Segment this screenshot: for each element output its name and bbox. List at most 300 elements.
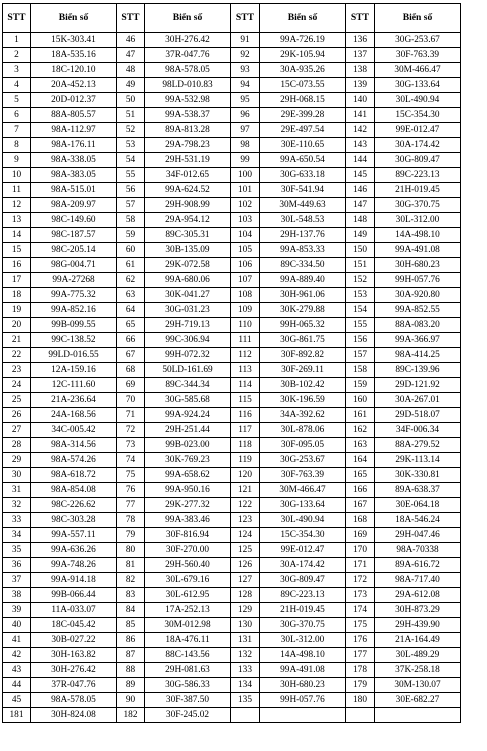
table-row — [3, 378, 461, 393]
header-stt: STT — [117, 4, 145, 33]
plate-cell: 30L-312.00 — [375, 213, 461, 228]
table-row — [3, 483, 461, 498]
table-row — [3, 93, 461, 108]
plate-cell: 30E-064.18 — [375, 498, 461, 513]
stt-cell: 143 — [346, 138, 375, 153]
plate-cell: 99A-852.55 — [375, 303, 461, 318]
stt-cell: 146 — [346, 183, 375, 198]
plate-cell: 30M-466.47 — [375, 63, 461, 78]
stt-cell: 137 — [346, 48, 375, 63]
stt-cell: 95 — [231, 93, 260, 108]
table-row — [3, 303, 461, 318]
stt-cell: 31 — [3, 483, 31, 498]
stt-cell: 123 — [231, 513, 260, 528]
stt-cell: 162 — [346, 423, 375, 438]
stt-cell: 28 — [3, 438, 31, 453]
plate-cell: 15K-303.41 — [31, 33, 117, 48]
stt-cell: 144 — [346, 153, 375, 168]
plate-cell: 98A-578.05 — [31, 693, 117, 708]
plate-cell: 99A-650.54 — [260, 153, 346, 168]
plate-cell: 30L-612.95 — [145, 588, 231, 603]
stt-cell: 30 — [3, 468, 31, 483]
stt-cell: 90 — [117, 693, 145, 708]
stt-cell: 80 — [117, 543, 145, 558]
table-row — [3, 108, 461, 123]
plate-cell: 34C-005.42 — [31, 423, 117, 438]
table-row — [3, 663, 461, 678]
stt-cell: 60 — [117, 243, 145, 258]
stt-cell: 8 — [3, 138, 31, 153]
plate-cell: 29H-531.19 — [145, 153, 231, 168]
stt-cell: 11 — [3, 183, 31, 198]
stt-cell: 107 — [231, 273, 260, 288]
stt-cell: 102 — [231, 198, 260, 213]
stt-cell: 94 — [231, 78, 260, 93]
table-row — [3, 543, 461, 558]
plate-cell: 99A-538.37 — [145, 108, 231, 123]
stt-cell: 13 — [3, 213, 31, 228]
plate-cell: 99A-27268 — [31, 273, 117, 288]
stt-cell: 170 — [346, 543, 375, 558]
stt-cell: 152 — [346, 273, 375, 288]
plate-cell: 99H-072.32 — [145, 348, 231, 363]
plate-cell: 99A-889.40 — [260, 273, 346, 288]
stt-cell: 177 — [346, 648, 375, 663]
plate-cell: 30G-809.47 — [375, 153, 461, 168]
stt-cell: 175 — [346, 618, 375, 633]
stt-cell: 83 — [117, 588, 145, 603]
stt-cell: 35 — [3, 543, 31, 558]
plate-cell: 99E-012.47 — [260, 543, 346, 558]
table-row — [3, 453, 461, 468]
stt-cell: 86 — [117, 633, 145, 648]
stt-cell: 59 — [117, 228, 145, 243]
stt-cell: 43 — [3, 663, 31, 678]
plate-cell: 24A-168.56 — [31, 408, 117, 423]
stt-cell: 64 — [117, 303, 145, 318]
table-row — [3, 33, 461, 48]
stt-cell: 85 — [117, 618, 145, 633]
header-plate: Biển số — [145, 4, 231, 33]
plate-cell: 37R-047.76 — [31, 678, 117, 693]
stt-cell: 21 — [3, 333, 31, 348]
header-row — [3, 4, 461, 33]
stt-cell: 165 — [346, 468, 375, 483]
plate-cell: 21H-019.45 — [375, 183, 461, 198]
plate-cell: 29D-518.07 — [375, 408, 461, 423]
table-row — [3, 228, 461, 243]
stt-cell: 124 — [231, 528, 260, 543]
plate-cell: 29H-081.63 — [145, 663, 231, 678]
table-row — [3, 678, 461, 693]
stt-cell: 87 — [117, 648, 145, 663]
plate-cell: 99A-924.24 — [145, 408, 231, 423]
table-row — [3, 198, 461, 213]
table-row — [3, 348, 461, 363]
plate-cell: 30L-490.94 — [375, 93, 461, 108]
plate-cell: 99A-366.97 — [375, 333, 461, 348]
plate-cell: 30H-961.06 — [260, 288, 346, 303]
stt-cell: 70 — [117, 393, 145, 408]
plate-cell: 29E-497.54 — [260, 123, 346, 138]
stt-cell: 48 — [117, 63, 145, 78]
stt-cell: 174 — [346, 603, 375, 618]
stt-cell: 131 — [231, 633, 260, 648]
stt-cell: 19 — [3, 303, 31, 318]
table-row — [3, 78, 461, 93]
table-row — [3, 498, 461, 513]
stt-cell: 3 — [3, 63, 31, 78]
plate-cell: 98A-112.97 — [31, 123, 117, 138]
stt-cell: 92 — [231, 48, 260, 63]
plate-cell: 12A-159.16 — [31, 363, 117, 378]
stt-cell: 6 — [3, 108, 31, 123]
stt-cell: 75 — [117, 468, 145, 483]
header-plate: Biển số — [31, 4, 117, 33]
stt-cell: 108 — [231, 288, 260, 303]
header-plate: Biển số — [260, 4, 346, 33]
plate-cell: 99A-383.46 — [145, 513, 231, 528]
stt-cell: 9 — [3, 153, 31, 168]
plate-cell: 30G-809.47 — [260, 573, 346, 588]
stt-cell: 136 — [346, 33, 375, 48]
plate-cell: 88A-279.52 — [375, 438, 461, 453]
plate-cell: 29D-121.92 — [375, 378, 461, 393]
plate-cell: 99C-138.52 — [31, 333, 117, 348]
stt-cell: 160 — [346, 393, 375, 408]
plate-cell: 30L-312.00 — [260, 633, 346, 648]
plate-cell: 18C-120.10 — [31, 63, 117, 78]
header-plate: Biển số — [375, 4, 461, 33]
plate-cell: 30B-027.22 — [31, 633, 117, 648]
stt-cell: 49 — [117, 78, 145, 93]
plate-cell: 98A-578.05 — [145, 63, 231, 78]
plate-cell: 18A-476.11 — [145, 633, 231, 648]
stt-cell: 45 — [3, 693, 31, 708]
table-row — [3, 633, 461, 648]
plate-cell: 99B-066.44 — [31, 588, 117, 603]
plate-cell: 99A-853.33 — [260, 243, 346, 258]
plate-cell: 30L-548.53 — [260, 213, 346, 228]
plate-cell: 30A-267.01 — [375, 393, 461, 408]
stt-cell: 17 — [3, 273, 31, 288]
table-row-last — [3, 708, 461, 723]
plate-cell: 30F-269.11 — [260, 363, 346, 378]
plate-cell: 99E-012.47 — [375, 123, 461, 138]
stt-cell: 122 — [231, 498, 260, 513]
plate-cell: 98C-303.28 — [31, 513, 117, 528]
plate-cell: 99B-023.00 — [145, 438, 231, 453]
stt-cell: 54 — [117, 153, 145, 168]
plate-cell: 30E-682.27 — [375, 693, 461, 708]
plate-cell: 99A-557.11 — [31, 528, 117, 543]
plate-cell: 98A-176.11 — [31, 138, 117, 153]
stt-cell: 113 — [231, 363, 260, 378]
stt-cell: 98 — [231, 138, 260, 153]
plate-cell: 98A-70338 — [375, 543, 461, 558]
plate-cell: 30H-276.42 — [31, 663, 117, 678]
plate-cell: 30F-387.50 — [145, 693, 231, 708]
plate-cell: 30G-633.18 — [260, 168, 346, 183]
stt-cell: 15 — [3, 243, 31, 258]
stt-cell: 128 — [231, 588, 260, 603]
stt-cell: 148 — [346, 213, 375, 228]
table-row — [3, 168, 461, 183]
plate-cell: 30G-861.75 — [260, 333, 346, 348]
plate-cell: 18A-535.16 — [31, 48, 117, 63]
plate-cell: 14A-498.10 — [375, 228, 461, 243]
plate-cell: 88C-143.56 — [145, 648, 231, 663]
stt-cell: 73 — [117, 438, 145, 453]
table-row — [3, 438, 461, 453]
plate-cell: 30G-253.67 — [260, 453, 346, 468]
plate-cell: 30L-489.29 — [375, 648, 461, 663]
stt-cell: 46 — [117, 33, 145, 48]
plate-cell: 30A-935.26 — [260, 63, 346, 78]
plate-cell: 98C-149.60 — [31, 213, 117, 228]
stt-cell: 178 — [346, 663, 375, 678]
plate-cell: 99A-914.18 — [31, 573, 117, 588]
table-row — [3, 423, 461, 438]
plate-cell: 99A-624.52 — [145, 183, 231, 198]
plate-cell: 89C-223.13 — [260, 588, 346, 603]
stt-cell: 164 — [346, 453, 375, 468]
table-row — [3, 528, 461, 543]
stt-cell: 56 — [117, 183, 145, 198]
stt-cell: 125 — [231, 543, 260, 558]
stt-cell: 14 — [3, 228, 31, 243]
stt-cell: 42 — [3, 648, 31, 663]
plate-cell: 29K-072.58 — [145, 258, 231, 273]
stt-cell: 106 — [231, 258, 260, 273]
plate-cell: 21H-019.45 — [260, 603, 346, 618]
table-row — [3, 618, 461, 633]
stt-cell: 74 — [117, 453, 145, 468]
stt-cell: 84 — [117, 603, 145, 618]
plate-cell: 98A-383.05 — [31, 168, 117, 183]
stt-cell: 22 — [3, 348, 31, 363]
stt-cell: 23 — [3, 363, 31, 378]
plate-cell: 50LD-161.69 — [145, 363, 231, 378]
stt-cell: 89 — [117, 678, 145, 693]
plate-cell: 30G-370.75 — [375, 198, 461, 213]
plate-cell: 15C-073.55 — [260, 78, 346, 93]
table-row — [3, 603, 461, 618]
stt-cell: 154 — [346, 303, 375, 318]
plate-cell: 98A-414.25 — [375, 348, 461, 363]
plate-cell: 30G-133.64 — [260, 498, 346, 513]
stt-cell: 142 — [346, 123, 375, 138]
stt-cell: 151 — [346, 258, 375, 273]
stt-cell: 100 — [231, 168, 260, 183]
table-row — [3, 288, 461, 303]
plate-cell: 30G-586.33 — [145, 678, 231, 693]
stt-cell: 26 — [3, 408, 31, 423]
plate-cell: 30H-873.29 — [375, 603, 461, 618]
stt-cell — [231, 708, 260, 723]
table-row — [3, 183, 461, 198]
plate-cell: 89C-139.96 — [375, 363, 461, 378]
stt-cell: 105 — [231, 243, 260, 258]
plate-cell: 14A-498.10 — [260, 648, 346, 663]
plate-cell: 20D-012.37 — [31, 93, 117, 108]
stt-cell: 147 — [346, 198, 375, 213]
plate-cell: 30A-920.80 — [375, 288, 461, 303]
stt-cell: 168 — [346, 513, 375, 528]
plate-cell: 99A-532.98 — [145, 93, 231, 108]
stt-cell: 25 — [3, 393, 31, 408]
plate-cell: 11A-033.07 — [31, 603, 117, 618]
plate-cell: 99A-636.26 — [31, 543, 117, 558]
plate-cell: 15C-354.30 — [375, 108, 461, 123]
stt-cell: 18 — [3, 288, 31, 303]
plate-cell: 17A-252.13 — [145, 603, 231, 618]
stt-cell: 99 — [231, 153, 260, 168]
table-row — [3, 333, 461, 348]
stt-cell: 156 — [346, 333, 375, 348]
table-row — [3, 393, 461, 408]
stt-cell: 34 — [3, 528, 31, 543]
plate-cell: 99A-491.08 — [375, 243, 461, 258]
table-row — [3, 48, 461, 63]
plate-cell: 98C-226.62 — [31, 498, 117, 513]
plate-cell: 89A-813.28 — [145, 123, 231, 138]
plate-cell: 30M-012.98 — [145, 618, 231, 633]
plate-cell: 30B-102.42 — [260, 378, 346, 393]
stt-cell: 176 — [346, 633, 375, 648]
plate-cell: 30F-763.39 — [260, 468, 346, 483]
stt-cell: 158 — [346, 363, 375, 378]
plate-cell: 30F-095.05 — [260, 438, 346, 453]
plate-cell: 30F-763.39 — [375, 48, 461, 63]
stt-cell: 41 — [3, 633, 31, 648]
stt-cell: 55 — [117, 168, 145, 183]
stt-cell: 145 — [346, 168, 375, 183]
plate-cell: 30K-279.88 — [260, 303, 346, 318]
plate-cell — [375, 708, 461, 723]
plate-cell: 98C-205.14 — [31, 243, 117, 258]
plate-cell: 30M-449.63 — [260, 198, 346, 213]
plate-cell: 37K-258.18 — [375, 663, 461, 678]
stt-cell: 167 — [346, 498, 375, 513]
stt-cell: 134 — [231, 678, 260, 693]
plate-cell: 98A-515.01 — [31, 183, 117, 198]
stt-cell: 140 — [346, 93, 375, 108]
plate-cell: 15C-354.30 — [260, 528, 346, 543]
stt-cell: 112 — [231, 348, 260, 363]
table-row — [3, 468, 461, 483]
stt-cell: 44 — [3, 678, 31, 693]
table-row — [3, 558, 461, 573]
stt-cell: 130 — [231, 618, 260, 633]
plate-cell: 29H-439.90 — [375, 618, 461, 633]
plate-cell: 99A-950.16 — [145, 483, 231, 498]
stt-cell: 7 — [3, 123, 31, 138]
plate-cell: 99LD-016.55 — [31, 348, 117, 363]
table-row — [3, 258, 461, 273]
stt-cell: 161 — [346, 408, 375, 423]
table-row — [3, 273, 461, 288]
stt-cell: 119 — [231, 453, 260, 468]
table-row — [3, 573, 461, 588]
table-row — [3, 318, 461, 333]
stt-cell: 110 — [231, 318, 260, 333]
stt-cell: 120 — [231, 468, 260, 483]
plate-cell: 98A-209.97 — [31, 198, 117, 213]
stt-cell: 114 — [231, 378, 260, 393]
header-stt: STT — [231, 4, 260, 33]
stt-cell: 181 — [3, 708, 31, 723]
stt-cell: 76 — [117, 483, 145, 498]
plate-cell: 29K-105.94 — [260, 48, 346, 63]
plate-cell: 99A-726.19 — [260, 33, 346, 48]
stt-cell: 2 — [3, 48, 31, 63]
stt-cell: 27 — [3, 423, 31, 438]
table-row — [3, 213, 461, 228]
stt-cell: 81 — [117, 558, 145, 573]
plate-cell: 34A-392.62 — [260, 408, 346, 423]
stt-cell: 66 — [117, 333, 145, 348]
table-row — [3, 513, 461, 528]
stt-cell: 12 — [3, 198, 31, 213]
stt-cell: 36 — [3, 558, 31, 573]
stt-cell: 157 — [346, 348, 375, 363]
plate-cell: 30G-133.64 — [375, 78, 461, 93]
stt-cell: 141 — [346, 108, 375, 123]
plate-cell: 99B-099.55 — [31, 318, 117, 333]
stt-cell: 155 — [346, 318, 375, 333]
stt-cell: 4 — [3, 78, 31, 93]
stt-cell: 61 — [117, 258, 145, 273]
table-body — [3, 33, 461, 723]
plate-cell: 30L-490.94 — [260, 513, 346, 528]
stt-cell: 52 — [117, 123, 145, 138]
table-row — [3, 63, 461, 78]
plate-cell: 29H-137.76 — [260, 228, 346, 243]
stt-cell: 116 — [231, 408, 260, 423]
stt-cell: 5 — [3, 93, 31, 108]
plate-cell: 30E-110.65 — [260, 138, 346, 153]
stt-cell: 135 — [231, 693, 260, 708]
plate-cell: 30A-174.42 — [375, 138, 461, 153]
stt-cell: 79 — [117, 528, 145, 543]
table-row — [3, 588, 461, 603]
plate-cell: 98A-314.56 — [31, 438, 117, 453]
plate-cell: 34F-012.65 — [145, 168, 231, 183]
stt-cell: 67 — [117, 348, 145, 363]
stt-cell: 166 — [346, 483, 375, 498]
stt-cell: 78 — [117, 513, 145, 528]
stt-cell: 149 — [346, 228, 375, 243]
license-plate-table — [2, 3, 461, 723]
table-row — [3, 243, 461, 258]
stt-cell: 1 — [3, 33, 31, 48]
plate-cell: 30G-031.23 — [145, 303, 231, 318]
plate-cell: 29H-047.46 — [375, 528, 461, 543]
plate-cell: 29A-954.12 — [145, 213, 231, 228]
stt-cell: 111 — [231, 333, 260, 348]
plate-cell: 30G-370.75 — [260, 618, 346, 633]
plate-cell: 99A-658.62 — [145, 468, 231, 483]
plate-cell: 30H-680.23 — [375, 258, 461, 273]
plate-cell: 18C-045.42 — [31, 618, 117, 633]
plate-cell: 30L-878.06 — [260, 423, 346, 438]
stt-cell: 132 — [231, 648, 260, 663]
plate-cell: 29H-068.15 — [260, 93, 346, 108]
plate-cell: 29H-251.44 — [145, 423, 231, 438]
plate-cell: 30K-196.59 — [260, 393, 346, 408]
stt-cell: 63 — [117, 288, 145, 303]
